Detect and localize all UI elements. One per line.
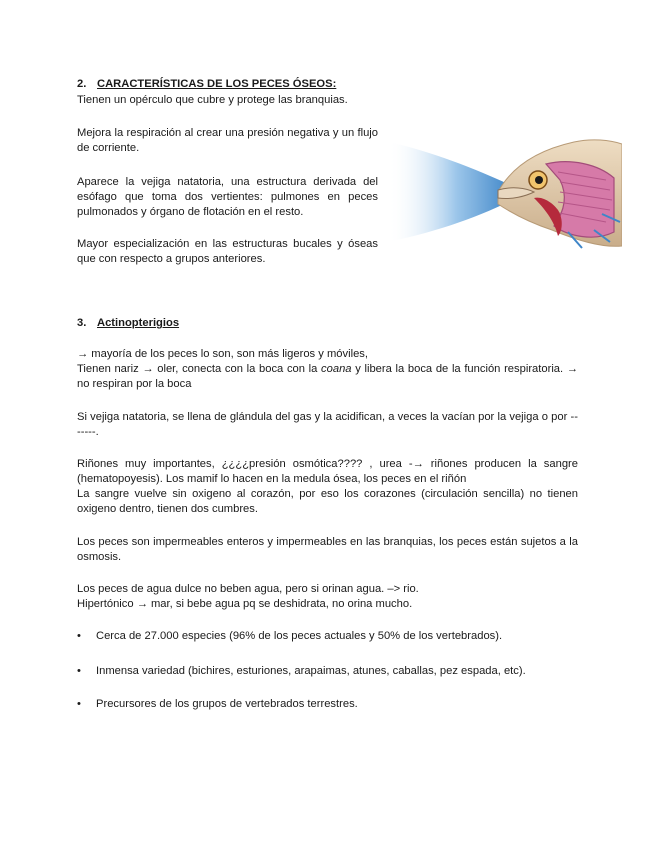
section-2-paragraph-2: Mejora la respiración al crear una presión negativa y un flujo de corriente. (77, 127, 378, 154)
paragraph-5-line-1: Los peces de agua dulce no beben agua, pero si orinan agua. –> rio. (77, 583, 419, 595)
section-3-paragraph-4: Los peces son impermeables enteros y impermeables en las branquias, los peces están sujetos a la osmosis. (77, 536, 578, 563)
section-2-paragraph-3: Aparece la vejiga natatoria, una estructura derivada del esófago que toma dos vertientes: pulmones en peces pulmonados y órgano de flotación en el resto. (77, 176, 378, 218)
paragraph-5-line-2: Hipertónico → mar, si bebe agua pq se deshidrata, no orina mucho. (77, 598, 413, 610)
section-2-paragraph-1: Tienen un opérculo que cubre y protege las branquias. (77, 94, 348, 106)
section-2-heading (77, 77, 336, 92)
coana-term: coana (321, 363, 352, 375)
section-3-title: Actinopterigios (97, 317, 180, 329)
section-3-paragraph-5 (77, 582, 578, 612)
section-2-number: 2. (77, 78, 87, 90)
paragraph-1-line-1: → mayoría de los peces lo son, son más ligeros y móviles, (77, 348, 368, 360)
list-item-text: Cerca de 27.000 especies (96% de los peces actuales y 50% de los vertebrados). (96, 630, 503, 642)
section-3-number: 3. (77, 317, 87, 329)
paragraph-1-line-2 (77, 362, 578, 392)
list-item-text: Inmensa variedad (bichires, esturiones, arapaimas, atunes, caballas, pez espada, etc). (96, 665, 526, 677)
list-item-text: Precursores de los grupos de vertebrados terrestres. (96, 698, 358, 710)
paragraph-1-line-2-start: Tienen nariz → oler, conecta con la boca con la (77, 363, 322, 375)
bullet-icon: • (77, 698, 81, 710)
paragraph-1-line-2-end: y libera la boca de la función respiratoria. → no respiran por la boca (77, 363, 578, 390)
section-3-heading (77, 316, 179, 331)
fish-head-illustration (388, 128, 622, 256)
section-3-paragraph-3 (77, 457, 578, 517)
section-2-title: CARACTERÍSTICAS DE LOS PECES ÓSEOS: (97, 78, 337, 90)
section-3-paragraph-1 (77, 347, 578, 392)
paragraph-3-line-1: Riñones muy importantes, ¿¿¿¿presión osmótica???? , urea -→ riñones producen la sangre (hematopoyesis). Los mamif lo hacen en la medula ósea, los peces en el riñón (77, 458, 578, 485)
bullet-icon: • (77, 665, 81, 677)
bullet-icon: • (77, 630, 81, 642)
paragraph-3-line-2: La sangre vuelve sin oxigeno al corazón, por eso los corazones (circulación sencilla) no tienen oxigeno dentro, tienen dos cumbres. (77, 488, 578, 515)
section-3-paragraph-2: Si vejiga natatoria, se llena de glándula del gas y la acidifican, a veces la vacían por la vejiga o por -------. (77, 411, 578, 438)
water-flow-icon (388, 142, 512, 242)
section-2-paragraph-4: Mayor especialización en las estructuras bucales y óseas que con respecto a grupos anteriores. (77, 238, 378, 265)
